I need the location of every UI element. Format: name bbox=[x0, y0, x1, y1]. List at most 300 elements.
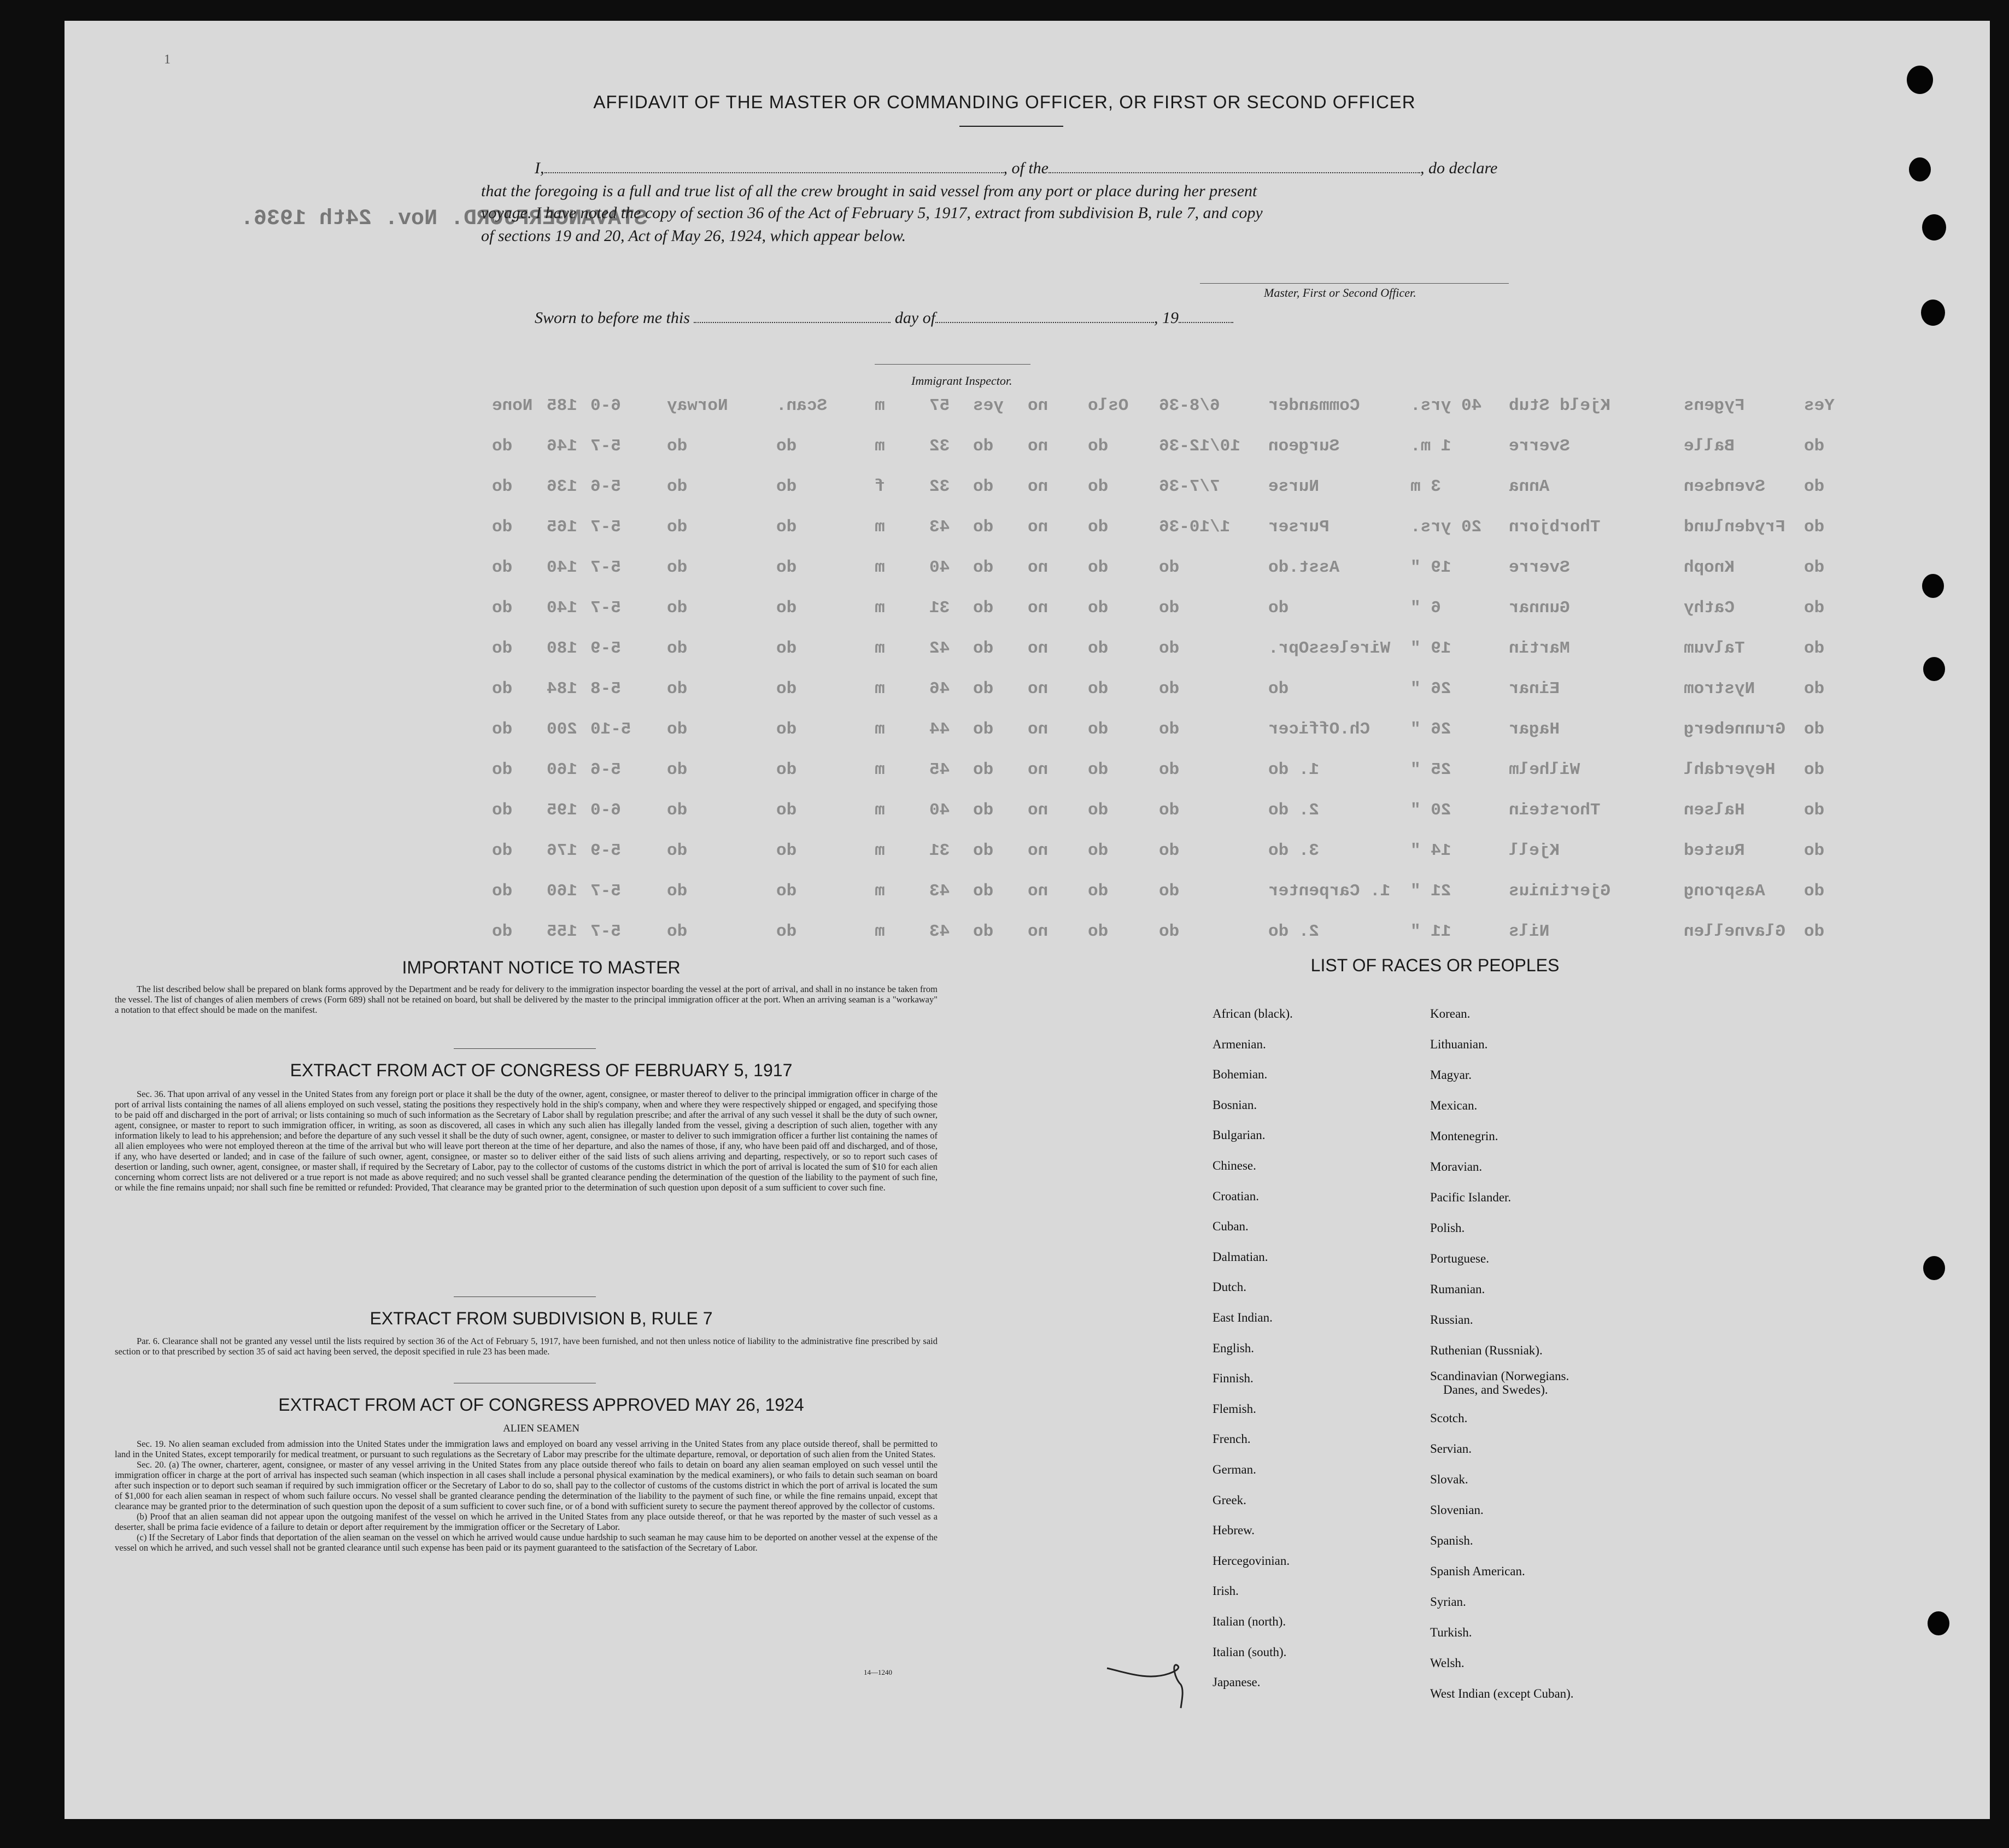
bleed-through-cell: m bbox=[875, 679, 885, 699]
signature-line bbox=[1200, 283, 1509, 284]
bleed-through-cell: Grunneberg bbox=[1684, 720, 1786, 739]
bleed-through-cell: do bbox=[1088, 679, 1109, 699]
extract-1924-paragraph: (c) If the Secretary of Labor finds that deportation of the alien seaman on the vessel on which he arrived would cause undue hardship to such seaman he may cause him to be deported on another vessel at the expense of the vessel on which he arrived, and such vessel shall not be granted clearance until such expense has been paid or its payment guaranteed to the satisfaction of the Secretary of Labor. bbox=[115, 1532, 938, 1553]
bleed-through-cell: do bbox=[492, 599, 513, 618]
bleed-through-cell: do bbox=[667, 518, 688, 537]
bleed-through-cell: Ch.Officer bbox=[1268, 720, 1370, 739]
race-item: Montenegrin. bbox=[1430, 1129, 1498, 1143]
race-item: Lithuanian. bbox=[1430, 1037, 1488, 1051]
bleed-through-cell: 5-7 bbox=[590, 518, 621, 537]
bleed-through-cell: Fygens bbox=[1684, 396, 1745, 415]
race-item: Slovak. bbox=[1430, 1472, 1468, 1486]
races-heading: LIST OF RACES OR PEOPLES bbox=[1310, 955, 1560, 975]
bleed-through-cell: 25 " bbox=[1410, 760, 1451, 779]
race-item: Rumanian. bbox=[1430, 1282, 1485, 1296]
bleed-through-cell: do bbox=[776, 720, 797, 739]
bleed-through-cell: 5-6 bbox=[590, 477, 621, 496]
bleed-through-cell: do bbox=[973, 760, 994, 779]
bleed-through-cell: 5-9 bbox=[590, 639, 621, 658]
bleed-through-cell: do bbox=[1804, 801, 1825, 820]
bleed-through-cell: do bbox=[1159, 760, 1180, 779]
race-item: Moravian. bbox=[1430, 1160, 1483, 1174]
bleed-through-cell: do bbox=[1804, 922, 1825, 941]
declaration-of-the: , of the bbox=[1003, 159, 1049, 177]
bleed-through-cell: Kjeld Stub bbox=[1509, 396, 1611, 415]
bleed-through-cell: no bbox=[1028, 396, 1049, 415]
race-item: Chinese. bbox=[1213, 1159, 1256, 1172]
bleed-through-cell: do bbox=[973, 639, 994, 658]
bleed-through-cell: 32 bbox=[929, 477, 950, 496]
bleed-through-cell: m bbox=[875, 639, 885, 658]
bleed-through-cell: Scan. bbox=[776, 396, 828, 415]
bleed-through-cell: m bbox=[875, 558, 885, 577]
bleed-through-cell: 6-0 bbox=[590, 801, 621, 820]
declaration-i: I, bbox=[535, 159, 544, 177]
bleed-through-cell: 57 bbox=[929, 396, 950, 415]
bleed-through-cell: do bbox=[776, 437, 797, 456]
bleed-through-cell: do bbox=[973, 841, 994, 860]
binder-hole bbox=[1922, 214, 1946, 240]
declaration-line-4: of sections 19 and 20, Act of May 26, 1924, which appear below. bbox=[481, 227, 906, 245]
bleed-through-cell: Commander bbox=[1268, 396, 1360, 415]
bleed-through-cell: no bbox=[1028, 760, 1049, 779]
bleed-through-cell: Einar bbox=[1509, 679, 1560, 699]
bleed-through-cell: do bbox=[776, 679, 797, 699]
bleed-through-cell: 11 " bbox=[1410, 922, 1451, 941]
bleed-through-cell: Oslo bbox=[1088, 396, 1129, 415]
bleed-through-cell: do bbox=[667, 841, 688, 860]
race-item: Bohemian. bbox=[1213, 1067, 1268, 1082]
bleed-through-cell: do bbox=[492, 760, 513, 779]
bleed-through-cell: do bbox=[1804, 841, 1825, 860]
bleed-through-cell: do bbox=[667, 477, 688, 496]
bleed-through-cell: 40 yrs. bbox=[1410, 396, 1482, 415]
page-mark: 1 bbox=[164, 52, 171, 67]
bleed-through-cell: m bbox=[875, 801, 885, 820]
bleed-through-cell: do bbox=[776, 922, 797, 941]
bleed-through-cell: 1/10-36 bbox=[1159, 518, 1231, 537]
bleed-through-cell: 146 bbox=[547, 437, 577, 456]
bleed-through-cell: do bbox=[776, 882, 797, 901]
bleed-through-cell: Thorbjorn bbox=[1509, 518, 1601, 537]
month-blank bbox=[935, 312, 1154, 323]
race-item: Italian (north). bbox=[1213, 1615, 1286, 1628]
bleed-through-cell: do bbox=[776, 639, 797, 658]
declaration-line-2: that the foregoing is a full and true list of all the crew brought in said vessel from any port or place during her present bbox=[481, 182, 1257, 200]
title-rule bbox=[959, 126, 1063, 127]
bleed-through-cell: 180 bbox=[547, 639, 577, 658]
notice-heading: IMPORTANT NOTICE TO MASTER bbox=[402, 958, 681, 977]
bleed-through-cell: 5-7 bbox=[590, 922, 621, 941]
race-item: Armenian. bbox=[1213, 1037, 1266, 1051]
bleed-through-cell: do bbox=[1159, 679, 1180, 699]
bleed-through-cell: do bbox=[973, 679, 994, 699]
bleed-through-cell: Sverre bbox=[1509, 437, 1570, 456]
bleed-through-cell: Gunnar bbox=[1509, 599, 1570, 618]
race-item: Russian. bbox=[1430, 1313, 1473, 1327]
race-item: Hebrew. bbox=[1213, 1523, 1255, 1538]
year-blank bbox=[1179, 312, 1233, 323]
bleed-through-cell: do bbox=[1088, 477, 1109, 496]
declaration-line-3: voyage. I have noted the copy of section 36 of the Act of February 5, 1917, extract from subdivision B, rule 7, and copy bbox=[481, 204, 1263, 222]
bleed-through-header: STAVANGERFJORD. Nov. 24th 1936. bbox=[241, 207, 648, 231]
race-item: West Indian (except Cuban). bbox=[1430, 1687, 1574, 1700]
bleed-through-cell: 19 " bbox=[1410, 558, 1451, 577]
extract-1924-paragraph: (b) Proof that an alien seaman did not appear upon the outgoing manifest of the vessel on which he arrived in the United States from any place outside thereof, or that he was reported by the master of such vessel as a deserter, shall be prima facie evidence of a failure to detain or deport after requirement by the immigration officer or the Secretary of Labor. bbox=[115, 1511, 938, 1532]
bleed-through-cell: 1. Carpenter bbox=[1268, 882, 1391, 901]
race-item: Greek. bbox=[1213, 1493, 1246, 1507]
bleed-through-cell: 5-9 bbox=[590, 841, 621, 860]
bleed-through-cell: 6 " bbox=[1410, 599, 1441, 618]
bleed-through-cell: 40 bbox=[929, 558, 950, 577]
bleed-through-cell: do bbox=[492, 841, 513, 860]
bleed-through-cell: 184 bbox=[547, 679, 577, 699]
bleed-through-cell: do bbox=[1088, 518, 1109, 537]
bleed-through-cell: do bbox=[667, 599, 688, 618]
bleed-through-cell: Wilhelm bbox=[1509, 760, 1580, 779]
bleed-through-cell: do bbox=[492, 720, 513, 739]
bleed-through-cell: 43 bbox=[929, 882, 950, 901]
race-item: East Indian. bbox=[1213, 1311, 1273, 1324]
bleed-through-cell: Svendsen bbox=[1684, 477, 1765, 496]
bleed-through-cell: do bbox=[667, 922, 688, 941]
race-item: Irish. bbox=[1213, 1584, 1239, 1598]
bleed-through-cell: Balle bbox=[1684, 437, 1735, 456]
bleed-through-cell: do bbox=[1159, 558, 1180, 577]
declaration-line-1 bbox=[535, 157, 1497, 179]
bleed-through-cell: do bbox=[776, 801, 797, 820]
bleed-through-cell: 26 " bbox=[1410, 720, 1451, 739]
bleed-through-cell: do bbox=[1804, 437, 1825, 456]
bleed-through-cell: do bbox=[776, 599, 797, 618]
bleed-through-cell: Rusted bbox=[1684, 841, 1745, 860]
bleed-through-cell: 21 " bbox=[1410, 882, 1451, 901]
notice-text bbox=[115, 984, 938, 1015]
bleed-through-cell: do bbox=[1804, 639, 1825, 658]
bleed-through-cell: do bbox=[667, 437, 688, 456]
race-item: Ruthenian (Russniak). bbox=[1430, 1344, 1543, 1357]
race-item: Mexican. bbox=[1430, 1099, 1478, 1112]
name-blank bbox=[544, 162, 1004, 173]
vessel-blank bbox=[1049, 162, 1420, 173]
bleed-through-cell: yes bbox=[973, 396, 1004, 415]
race-item: Danes, and Swedes). bbox=[1443, 1383, 1548, 1397]
race-item: Welsh. bbox=[1430, 1656, 1465, 1670]
bleed-through-cell: 20 " bbox=[1410, 801, 1451, 820]
bleed-through-cell: Anna bbox=[1509, 477, 1550, 496]
binder-hole bbox=[1923, 1256, 1945, 1280]
race-item: Portuguese. bbox=[1430, 1252, 1489, 1265]
bleed-through-cell: do bbox=[492, 518, 513, 537]
race-item: Italian (south). bbox=[1213, 1645, 1287, 1659]
bleed-through-cell: 5-7 bbox=[590, 558, 621, 577]
bleed-through-cell: no bbox=[1028, 801, 1049, 820]
bleed-through-cell: do bbox=[492, 639, 513, 658]
bleed-through-cell: do bbox=[776, 841, 797, 860]
bleed-through-cell: do bbox=[1804, 679, 1825, 699]
bleed-through-cell: 5-8 bbox=[590, 679, 621, 699]
race-item: Polish. bbox=[1430, 1221, 1465, 1235]
bleed-through-cell: m bbox=[875, 922, 885, 941]
bleed-through-cell: 136 bbox=[547, 477, 577, 496]
bleed-through-cell: do bbox=[492, 558, 513, 577]
bleed-through-cell: Aasprong bbox=[1684, 882, 1765, 901]
bleed-through-cell: do bbox=[1804, 477, 1825, 496]
bleed-through-cell: 43 bbox=[929, 922, 950, 941]
race-item: Scandinavian (Norwegians. bbox=[1430, 1369, 1569, 1383]
bleed-through-cell: 5-10 bbox=[590, 720, 631, 739]
bleed-through-cell: do bbox=[1088, 639, 1109, 658]
bleed-through-cell: do bbox=[1088, 801, 1109, 820]
bleed-through-cell: no bbox=[1028, 720, 1049, 739]
bleed-through-cell: m bbox=[875, 882, 885, 901]
bleed-through-cell: m bbox=[875, 760, 885, 779]
bleed-through-cell: Glavnellen bbox=[1684, 922, 1786, 941]
extract-1924-paragraph: Sec. 20. (a) The owner, charterer, agent, consignee, or master of any vessel arriving in the United States from any place outside thereof who fails to detain on board any alien seaman employed on such vessel until the immigration officer in charge at the port of arrival has inspected such seaman (which inspection in all cases shall include a personal physical examination by the medical examiners), or who fails to detain such seaman on board after such inspection or to deport such seaman if required by such immigration officer or the Secretary of Labor to do so, shall pay to the collector of customs of the customs district in which the port of arrival is located the sum of $1,000 for each alien seaman in respect of whom such failure occurs. No vessel shall be granted clearance pending the determination of the liability to the payment of such fine, or while the fine remains unpaid, except that clearance may be granted prior to the determination of such question upon the deposit of a sum sufficient to cover such fine, or of a bond with sufficient surety to secure the payment thereof approved by the collector of customs. bbox=[115, 1459, 938, 1511]
bleed-through-cell: 19 " bbox=[1410, 639, 1451, 658]
bleed-through-cell: None bbox=[492, 396, 533, 415]
bleed-through-cell: no bbox=[1028, 679, 1049, 699]
bleed-through-cell: Halsen bbox=[1684, 801, 1745, 820]
bleed-through-cell: m bbox=[875, 437, 885, 456]
bleed-through-cell: m bbox=[875, 396, 885, 415]
bleed-through-cell: do bbox=[776, 558, 797, 577]
bleed-through-cell: do bbox=[973, 558, 994, 577]
bleed-through-cell: 7/7-36 bbox=[1159, 477, 1220, 496]
bleed-through-cell: do bbox=[973, 477, 994, 496]
bleed-through-cell: 185 bbox=[547, 396, 577, 415]
race-item: Spanish. bbox=[1430, 1534, 1473, 1547]
bleed-through-cell: Frydenlund bbox=[1684, 518, 1786, 537]
day-of-label: day of bbox=[894, 309, 936, 327]
bleed-through-cell: Nurse bbox=[1268, 477, 1320, 496]
bleed-through-cell: 40 bbox=[929, 801, 950, 820]
race-item: African (black). bbox=[1213, 1007, 1293, 1020]
bleed-through-cell: m bbox=[875, 720, 885, 739]
bleed-through-cell: do bbox=[1088, 922, 1109, 941]
bleed-through-cell: 2. do bbox=[1268, 801, 1320, 820]
bleed-through-cell: do bbox=[1804, 599, 1825, 618]
bleed-through-cell: no bbox=[1028, 882, 1049, 901]
bleed-through-cell: do bbox=[973, 599, 994, 618]
divider bbox=[454, 1296, 596, 1297]
bleed-through-cell: 26 " bbox=[1410, 679, 1451, 699]
bleed-through-cell: Surgeon bbox=[1268, 437, 1340, 456]
extract-rule7-paragraph: Par. 6. Clearance shall not be granted any vessel until the lists required by section 36 of the Act of February 5, 1917, have been furnished, and not then unless notice of liability to the administrative fine prescribed by said section or to that prescribed by section 35 of said act having been served, the deposit specified in rule 23 has been made. bbox=[115, 1336, 938, 1357]
bleed-through-cell: 5-7 bbox=[590, 599, 621, 618]
bleed-through-cell: no bbox=[1028, 518, 1049, 537]
notice-paragraph: The list described below shall be prepared on blank forms approved by the Department and be ready for delivery to the immigration inspector boarding the vessel at the port of arrival, and shall in no instance be taken from the vessel. The list of changes of alien members of crews (Form 689) shall not be retained on board, but shall be delivered by the master to the principal immigration officer at the port. When an arriving seaman is a "workaway" a notation to that effect should be made on the manifest. bbox=[115, 984, 938, 1015]
bleed-through-cell: Knoph bbox=[1684, 558, 1735, 577]
bleed-through-cell: do bbox=[1804, 720, 1825, 739]
sworn-label: Sworn to before me this bbox=[535, 309, 690, 327]
race-item: German. bbox=[1213, 1463, 1256, 1476]
race-item: Bosnian. bbox=[1213, 1098, 1257, 1112]
bleed-through-cell: Gjertinius bbox=[1509, 882, 1611, 901]
bleed-through-cell: m bbox=[875, 518, 885, 537]
bleed-through-cell: do bbox=[1159, 841, 1180, 860]
bleed-through-cell: do bbox=[1088, 558, 1109, 577]
bleed-through-cell: 155 bbox=[547, 922, 577, 941]
bleed-through-cell: 5-7 bbox=[590, 882, 621, 901]
bleed-through-cell: do bbox=[1159, 882, 1180, 901]
bleed-through-cell: do bbox=[667, 760, 688, 779]
bleed-through-cell: do bbox=[492, 477, 513, 496]
bleed-through-cell: do bbox=[1804, 760, 1825, 779]
race-item: Finnish. bbox=[1213, 1371, 1254, 1386]
bleed-through-cell: do bbox=[667, 558, 688, 577]
bleed-through-cell: do bbox=[776, 477, 797, 496]
race-item: Pacific Islander. bbox=[1430, 1190, 1512, 1204]
race-item: Korean. bbox=[1430, 1007, 1471, 1020]
race-item: Dalmatian. bbox=[1213, 1249, 1268, 1264]
declaration-do-declare: , do declare bbox=[1420, 159, 1498, 177]
bleed-through-cell: do bbox=[973, 922, 994, 941]
bleed-through-cell: f bbox=[875, 477, 885, 496]
bleed-through-cell: m bbox=[875, 841, 885, 860]
bleed-through-cell: 14 " bbox=[1410, 841, 1451, 860]
extract-1917-text bbox=[115, 1089, 938, 1193]
bleed-through-cell: no bbox=[1028, 437, 1049, 456]
bleed-through-cell: 46 bbox=[929, 679, 950, 699]
bleed-through-cell: no bbox=[1028, 599, 1049, 618]
bleed-through-cell: do bbox=[492, 922, 513, 941]
race-item: Flemish. bbox=[1213, 1401, 1256, 1416]
form-number: 14—1240 bbox=[864, 1668, 892, 1676]
bleed-through-cell: Nystrom bbox=[1684, 679, 1755, 699]
bleed-through-cell: Purser bbox=[1268, 518, 1329, 537]
bleed-through-cell: do bbox=[1159, 801, 1180, 820]
bleed-through-cell: 20 yrs. bbox=[1410, 518, 1482, 537]
bleed-through-cell: Martin bbox=[1509, 639, 1570, 658]
binder-hole bbox=[1907, 66, 1933, 94]
bleed-through-cell: do bbox=[667, 679, 688, 699]
race-item: Cuban. bbox=[1213, 1219, 1249, 1234]
race-item: Dutch. bbox=[1213, 1280, 1246, 1294]
bleed-through-cell: do bbox=[1088, 841, 1109, 860]
bleed-through-cell: Cathy bbox=[1684, 599, 1735, 618]
bleed-through-cell: Hagar bbox=[1509, 720, 1560, 739]
bleed-through-cell: 160 bbox=[547, 760, 577, 779]
bleed-through-cell: do bbox=[492, 801, 513, 820]
bleed-through-cell: do bbox=[667, 882, 688, 901]
bleed-through-cell: do bbox=[973, 720, 994, 739]
bleed-through-cell: Norway bbox=[667, 396, 728, 415]
extract-rule7-text bbox=[115, 1336, 938, 1357]
bleed-through-cell: do bbox=[1088, 437, 1109, 456]
bleed-through-cell: do bbox=[492, 437, 513, 456]
bleed-through-cell: 195 bbox=[547, 801, 577, 820]
extract-1924-paragraph: Sec. 19. No alien seaman excluded from admission into the United States under the immigration laws and employed on board any vessel arriving in the United States from any place outside thereof, shall be permitted to land in the United States, except temporarily for medical treatment, or pursuant to such regulations as the Secretary of Labor may prescribe for the ultimate departure, removal, or deportation of such alien from the United States. bbox=[115, 1439, 938, 1459]
race-item: Syrian. bbox=[1430, 1595, 1466, 1609]
bleed-through-cell: no bbox=[1028, 477, 1049, 496]
race-item: Slovenian. bbox=[1430, 1503, 1484, 1517]
race-item: Bulgarian. bbox=[1213, 1128, 1266, 1142]
bleed-through-cell: do bbox=[1088, 720, 1109, 739]
bleed-through-cell: 10/12-36 bbox=[1159, 437, 1240, 456]
affidavit-title: AFFIDAVIT OF THE MASTER OR COMMANDING OFFICER, OR FIRST OR SECOND OFFICER bbox=[593, 92, 1416, 112]
bleed-through-cell: do bbox=[1159, 922, 1180, 941]
bleed-through-cell: do bbox=[492, 679, 513, 699]
bleed-through-cell: 140 bbox=[547, 599, 577, 618]
bleed-through-cell: no bbox=[1028, 922, 1049, 941]
bleed-through-cell: do bbox=[973, 801, 994, 820]
binder-hole bbox=[1909, 157, 1931, 181]
bleed-through-cell: 200 bbox=[547, 720, 577, 739]
divider bbox=[454, 1048, 596, 1049]
bleed-through-cell: do bbox=[1159, 599, 1180, 618]
bleed-through-cell: do bbox=[1804, 882, 1825, 901]
bleed-through-cell: 1 m. bbox=[1410, 437, 1451, 456]
race-item: English. bbox=[1213, 1341, 1255, 1355]
race-item: Magyar. bbox=[1430, 1068, 1472, 1082]
extract-1924-subheading: ALIEN SEAMEN bbox=[503, 1423, 579, 1434]
bleed-through-cell: do bbox=[776, 760, 797, 779]
bleed-through-cell: 140 bbox=[547, 558, 577, 577]
bleed-through-cell: no bbox=[1028, 841, 1049, 860]
bleed-through-cell: do bbox=[973, 882, 994, 901]
bleed-through-cell: Talvum bbox=[1684, 639, 1745, 658]
extract-1924-heading: EXTRACT FROM ACT OF CONGRESS APPROVED MAY 26, 1924 bbox=[278, 1395, 804, 1415]
signature-scribble bbox=[1104, 1656, 1203, 1716]
bleed-through-cell: do bbox=[667, 720, 688, 739]
bleed-through-cell: do bbox=[1804, 558, 1825, 577]
bleed-through-cell: 31 bbox=[929, 599, 950, 618]
bleed-through-cell: 176 bbox=[547, 841, 577, 860]
bleed-through-cell: no bbox=[1028, 639, 1049, 658]
bleed-through-cell: 6/8-36 bbox=[1159, 396, 1220, 415]
binder-hole bbox=[1922, 574, 1944, 598]
bleed-through-cell: 160 bbox=[547, 882, 577, 901]
bleed-through-cell: do bbox=[1268, 679, 1289, 699]
race-item: Turkish. bbox=[1430, 1626, 1472, 1639]
bleed-through-cell: 6-0 bbox=[590, 396, 621, 415]
bleed-through-cell: 3 m bbox=[1410, 477, 1441, 496]
bleed-through-cell: Yes bbox=[1804, 396, 1835, 415]
bleed-through-cell: Sverre bbox=[1509, 558, 1570, 577]
race-item: Croatian. bbox=[1213, 1189, 1259, 1203]
race-item: Servian. bbox=[1430, 1442, 1472, 1456]
signature-caption: Master, First or Second Officer. bbox=[1264, 286, 1416, 300]
bleed-through-cell: do bbox=[667, 639, 688, 658]
bleed-through-cell: do bbox=[1088, 882, 1109, 901]
inspector-line bbox=[875, 364, 1030, 365]
bleed-through-cell: do bbox=[973, 437, 994, 456]
extract-1917-paragraph: Sec. 36. That upon arrival of any vessel in the United States from any foreign port or place it shall be the duty of the owner, agent, consignee, or master thereof to deliver to the principal immigration officer in charge of the port of arrival lists containing the names of all aliens employed on such vessel, stating the positions they respectively hold in the ship's company, when and where they were respectively shipped or engaged, and specifying those to be paid off and discharged in the port of arrival; or lists containing so much of such information as the Secretary of Labor shall by regulation prescribe; and after the arrival of any such vessel it shall be the duty of such owner, agent, consignee, or master to report to such immigration officer, in writing, as soon as discovered, all cases in which any such alien has illegally landed from the vessel, giving a description of such alien, together with any information likely to lead to his apprehension; and before the departure of any such vessel it shall be the duty of such owner, agent, consignee, or master to deliver to such immigration officer a further list containing the names of all alien employees who were not employed thereon at the time of the arrival but who will leave port thereon at the time of her departure, and also the names of those, if any, who have been paid off and discharged, and of those, if any, who have deserted or landed; and in case of the failure of such owner, agent, consignee, or master so to deliver either of the said lists of such aliens arriving and departing, respectively, or so to report such cases of desertion or landing, such owner, agent, consignee, or master shall, if required by the Secretary of Labor, pay to the collector of customs of the customs district in which the port of arrival is located the sum of $10 for each alien concerning whom correct lists are not delivered or a true report is not made as above required; and no such vessel shall be granted clearance pending the determination of the question of the liability to the payment of such fine, or while the fine remains unpaid; nor shall such fine be remitted or refunded: Provided, That clearance may be granted prior to the determination of such question upon deposit of a sum sufficient to cover such fine. bbox=[115, 1089, 938, 1193]
extract-1924-text bbox=[115, 1439, 938, 1553]
bleed-through-cell: Thorstein bbox=[1509, 801, 1601, 820]
year-label: , 19 bbox=[1154, 309, 1179, 327]
bleed-through-cell: Kjell bbox=[1509, 841, 1560, 860]
sworn-day-blank bbox=[694, 312, 891, 323]
bleed-through-cell: m bbox=[875, 599, 885, 618]
bleed-through-cell: 42 bbox=[929, 639, 950, 658]
bleed-through-cell: do bbox=[776, 518, 797, 537]
bleed-through-cell: 31 bbox=[929, 841, 950, 860]
bleed-through-cell: do bbox=[1088, 599, 1109, 618]
race-item: Spanish American. bbox=[1430, 1564, 1525, 1578]
bleed-through-cell: 45 bbox=[929, 760, 950, 779]
bleed-through-cell: 5-7 bbox=[590, 437, 621, 456]
race-item: Hercegovinian. bbox=[1213, 1553, 1290, 1568]
bleed-through-cell: 1. do bbox=[1268, 760, 1320, 779]
bleed-through-cell: WirelessOpr. bbox=[1268, 639, 1391, 658]
race-item: French. bbox=[1213, 1432, 1251, 1446]
bleed-through-cell: Nils bbox=[1509, 922, 1550, 941]
bleed-through-cell: 5-6 bbox=[590, 760, 621, 779]
binder-hole bbox=[1921, 300, 1945, 326]
bleed-through-cell: 165 bbox=[547, 518, 577, 537]
